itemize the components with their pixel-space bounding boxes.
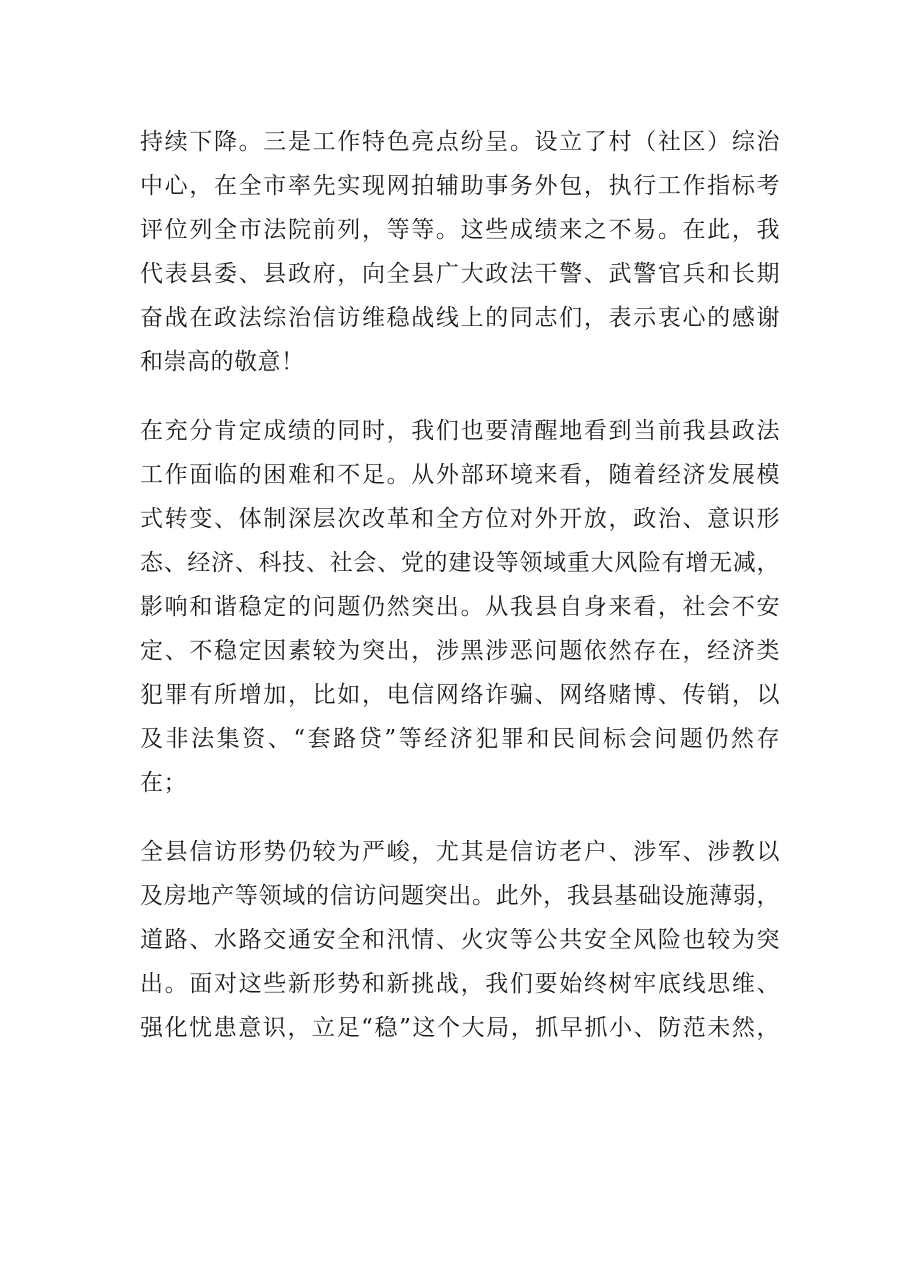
paragraph-2-line-6: 定、不稳定因素较为突出，涉黑涉恶问题依然存在，经济类: [140, 638, 780, 664]
paragraph-2-line-1: 在充分肯定成绩的同时，我们也要清醒地看到当前我县政法: [140, 418, 780, 444]
paragraph-2-line-9: 在；: [140, 770, 187, 796]
paragraph-1-line-2: 中心，在全市率先实现网拍辅助事务外包，执行工作指标考: [140, 173, 780, 199]
paragraph-2-line-5: 影响和谐稳定的问题仍然突出。从我县自身来看，社会不安: [140, 594, 780, 620]
paragraph-3-line-2: 及房地产等领域的信访问题突出。此外，我县基础设施薄弱，: [140, 883, 780, 909]
paragraph-2-line-4: 态、经济、科技、社会、党的建设等领域重大风险有增无减，: [140, 550, 780, 576]
paragraph-1-line-5: 奋战在政法综治信访维稳战线上的同志们，表示衷心的感谢: [140, 305, 780, 331]
paragraph-1-line-4: 代表县委、县政府，向全县广大政法干警、武警官兵和长期: [140, 261, 780, 287]
paragraph-1-line-6: 和崇高的敬意！: [140, 349, 305, 375]
paragraph-2-line-3: 式转变、体制深层次改革和全方位对外开放，政治、意识形: [140, 506, 780, 532]
paragraph-3-line-1: 全县信访形势仍较为严峻，尤其是信访老户、涉军、涉教以: [140, 839, 780, 865]
paragraph-1-line-3: 评位列全市法院前列，等等。这些成绩来之不易。在此，我: [140, 217, 780, 243]
paragraph-3-line-4: 出。面对这些新形势和新挑战，我们要始终树牢底线思维、: [140, 971, 780, 997]
paragraph-1-line-1: 持续下降。三是工作特色亮点纷呈。设立了村（社区）综治: [140, 129, 780, 155]
paragraph-3-line-3: 道路、水路交通安全和汛情、火灾等公共安全风险也较为突: [140, 927, 780, 953]
paragraph-2-line-2: 工作面临的困难和不足。从外部环境来看，随着经济发展模: [140, 462, 780, 488]
paragraph-3-line-5: 强化忧患意识，立足“稳”这个大局，抓早抓小、防范未然，: [140, 1015, 780, 1041]
paragraph-2-line-8: 及非法集资、“套路贷”等经济犯罪和民间标会问题仍然存: [140, 726, 780, 752]
paragraph-2-line-7: 犯罪有所增加，比如，电信网络诈骗、网络赌博、传销，以: [140, 682, 780, 708]
